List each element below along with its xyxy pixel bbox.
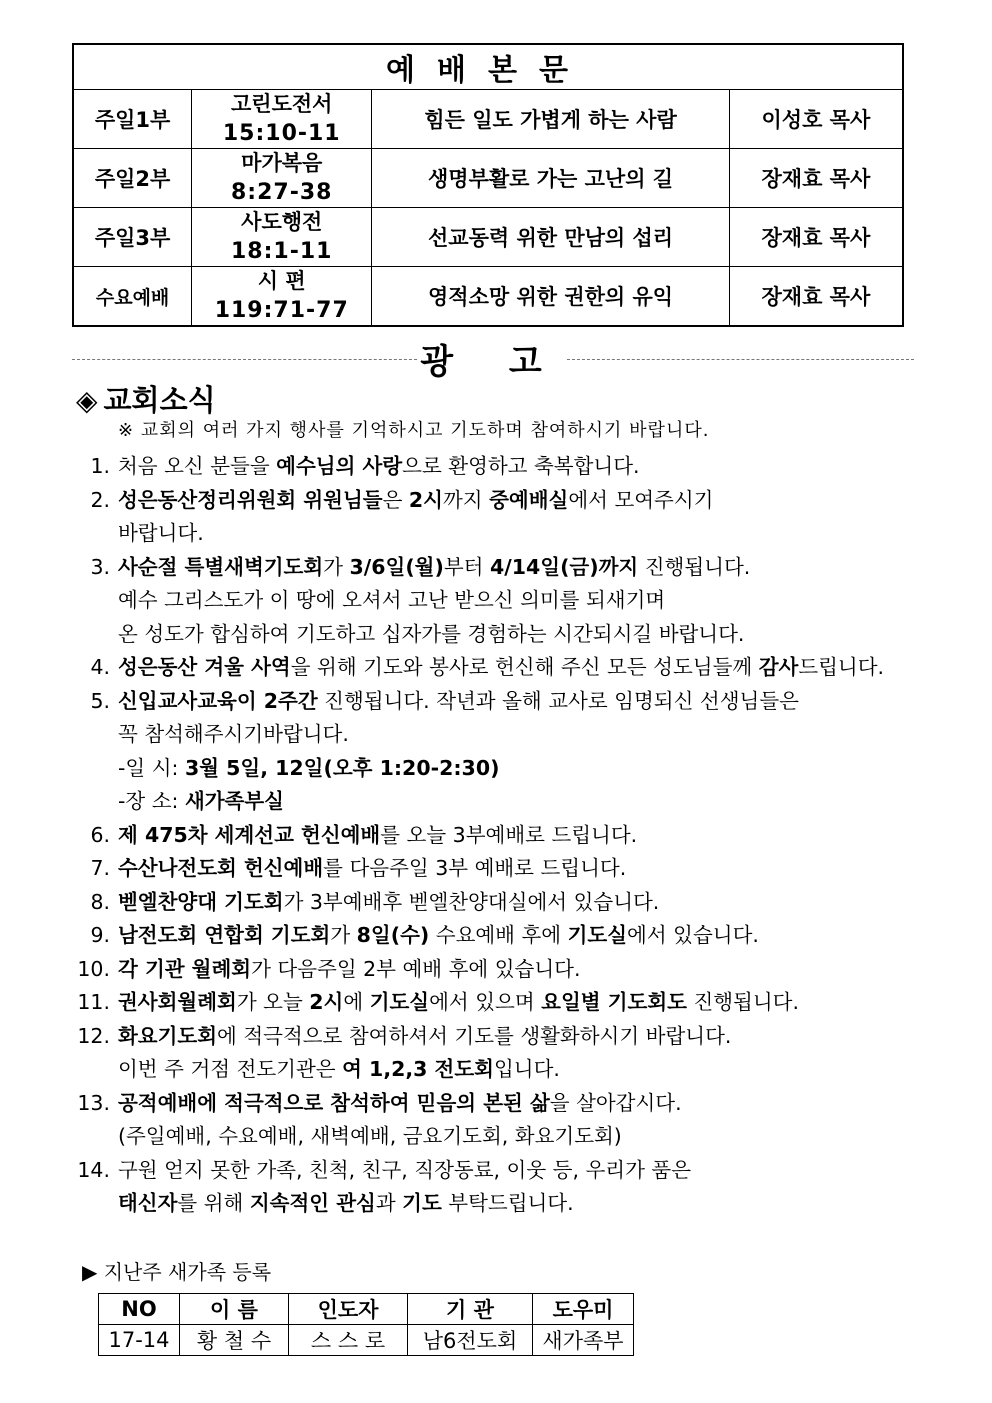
emphasis-text: 공적예배에 적극적으로 참석하여 믿음의 본된 삶 <box>118 1090 550 1115</box>
divider <box>72 359 417 360</box>
announcement-line: 태신자를 위해 지속적인 관심과 기도 부탁드립니다. <box>118 1191 574 1215</box>
emphasis-text: 요일별 기도회도 <box>541 990 687 1014</box>
announcement-line: 제 475차 세계선교 헌신예배를 오늘 3부예배로 드립니다. <box>118 822 638 847</box>
column-header: NO <box>99 1294 180 1325</box>
emphasis-text: 제 475차 세계선교 헌신예배 <box>118 822 381 847</box>
worship-row <box>73 267 903 327</box>
sermon-title: 선교동력 위한 만남의 섭리 <box>372 208 729 267</box>
diamond-icon: ◈ <box>76 384 98 417</box>
emphasis-text: 4/14일(금)까지 <box>489 554 639 579</box>
announcement-item <box>62 685 932 819</box>
announcement-line: 신입교사교육이 2주간 진행됩니다. 작년과 올해 교사로 임명되신 선생님들은 <box>118 688 799 713</box>
table-cell: 황 철 수 <box>180 1325 289 1356</box>
table-row <box>99 1325 634 1356</box>
emphasis-text: 수산나전도회 헌신예배 <box>118 856 324 880</box>
emphasis-text: 기도실 <box>369 990 430 1014</box>
new-family-table <box>98 1293 634 1356</box>
notice-text: ※ 교회의 여러 가지 행사를 기억하시고 기도하며 참여하시기 바랍니다. <box>118 420 710 441</box>
emphasis-text: 예수님의 사랑 <box>276 454 403 478</box>
announcement-line: 성은동산정리위원회 위원님들은 2시까지 중예배실에서 모여주시기 <box>118 487 714 512</box>
announcement-line: 온 성도가 합심하여 기도하고 십자가를 경험하는 시간되시길 바랍니다. <box>118 621 745 646</box>
service-name: 주일3부 <box>73 208 192 267</box>
announcement-line: -장 소: 새가족부실 <box>118 789 284 813</box>
item-number: 7. <box>90 856 110 880</box>
announcement-item <box>62 819 932 853</box>
service-name: 주일2부 <box>73 149 192 208</box>
worship-row <box>73 208 903 267</box>
item-number: 9. <box>90 923 110 947</box>
emphasis-text: 여 1,2,3 전도회 <box>342 1057 494 1081</box>
announcement-item <box>62 986 932 1020</box>
announcement-item <box>62 1020 932 1087</box>
emphasis-text: 성은동산정리위원회 위원님들 <box>118 487 383 512</box>
item-number: 4. <box>90 655 110 679</box>
sermon-title: 힘든 일도 가볍게 하는 사람 <box>372 90 729 149</box>
emphasis-text: 사순절 특별새벽기도회 <box>118 554 324 579</box>
item-number: 13. <box>77 1090 110 1115</box>
announcement-line: 이번 주 거점 전도기관은 여 1,2,3 전도회입니다. <box>118 1057 560 1081</box>
table-header-row <box>99 1294 634 1325</box>
announcement-item <box>62 1087 932 1154</box>
worship-row <box>73 90 903 149</box>
announcement-line: 바랍니다. <box>118 521 204 545</box>
announcement-item <box>62 953 932 987</box>
column-header: 인도자 <box>289 1294 408 1325</box>
item-number: 6. <box>90 822 110 847</box>
announcement-line: 벧엘찬양대 기도회가 3부예배후 벧엘찬양대실에서 있습니다. <box>118 889 660 914</box>
emphasis-text: 남전도회 연합회 기도회 <box>118 923 331 947</box>
announcement-line: 처음 오신 분들을 예수님의 사랑으로 환영하고 축복합니다. <box>118 454 640 478</box>
announcement-item <box>62 551 932 652</box>
item-number: 11. <box>77 990 110 1014</box>
item-number: 12. <box>77 1023 110 1048</box>
worship-row <box>73 149 903 208</box>
emphasis-text: 지속적인 관심 <box>249 1191 376 1215</box>
announcements-title: 광 고 <box>420 342 564 382</box>
table-cell: 17-14 <box>99 1325 180 1356</box>
announcement-line: 꼭 참석해주시기바랍니다. <box>118 722 349 746</box>
sermon-title: 생명부활로 가는 고난의 길 <box>372 149 729 208</box>
emphasis-text: 8일(수) <box>356 923 430 947</box>
emphasis-text: 기도 <box>402 1191 442 1215</box>
emphasis-text: 감사 <box>758 655 799 679</box>
service-name: 주일1부 <box>73 90 192 149</box>
emphasis-text: 기도실 <box>567 923 628 947</box>
emphasis-text: 새가족부실 <box>184 789 284 813</box>
scripture: 시 편 119:71-77 <box>192 267 372 327</box>
announcement-line: 성은동산 겨울 사역을 위해 기도와 봉사로 헌신해 주신 모든 성도님들께 감사드립니다. <box>118 655 885 679</box>
announcement-line: 권사회월례회가 오늘 2시에 기도실에서 있으며 요일별 기도회도 진행됩니다. <box>118 990 799 1014</box>
announcement-item <box>62 450 932 484</box>
announcement-item <box>62 919 932 953</box>
table-cell: 스 스 로 <box>289 1325 408 1356</box>
announcement-item <box>62 886 932 920</box>
announcement-line: 각 기관 월례회가 다음주일 2부 예배 후에 있습니다. <box>118 956 581 981</box>
emphasis-text: 벧엘찬양대 기도회 <box>118 889 284 914</box>
pastor-name: 장재효 목사 <box>729 267 903 327</box>
emphasis-text: 중예배실 <box>489 487 569 512</box>
emphasis-text: 태신자 <box>118 1191 178 1215</box>
service-name: 수요예배 <box>73 267 192 327</box>
emphasis-text: 2시 <box>408 487 443 512</box>
emphasis-text: 3월 5일, 12일(오후 1:20-2:30) <box>184 755 500 780</box>
table-cell: 새가족부 <box>533 1325 634 1356</box>
item-number: 2. <box>90 487 110 512</box>
pastor-name: 이성호 목사 <box>729 90 903 149</box>
pastor-name: 장재효 목사 <box>729 208 903 267</box>
pastor-name: 장재효 목사 <box>729 149 903 208</box>
item-number: 8. <box>90 889 110 914</box>
sermon-title: 영적소망 위한 권한의 유익 <box>372 267 729 327</box>
announcement-item <box>62 484 932 551</box>
worship-table-title: 예배본문 <box>73 44 903 90</box>
item-number: 14. <box>77 1157 110 1182</box>
announcement-item <box>62 1154 932 1221</box>
announcement-list <box>62 450 932 1221</box>
announcements-header <box>72 334 914 382</box>
emphasis-text: 권사회월례회 <box>118 990 237 1014</box>
emphasis-text: 성은동산 겨울 사역 <box>118 655 291 679</box>
column-header: 이 름 <box>180 1294 289 1325</box>
announcement-item <box>62 651 932 685</box>
table-cell: 남6전도회 <box>408 1325 533 1356</box>
announcement-line: 공적예배에 적극적으로 참석하여 믿음의 본된 삶을 살아갑시다. <box>118 1090 682 1115</box>
announcement-line: 남전도회 연합회 기도회가 8일(수) 수요예배 후에 기도실에서 있습니다. <box>118 923 759 947</box>
item-number: 3. <box>90 554 110 579</box>
announcement-line: -일 시: 3월 5일, 12일(오후 1:20-2:30) <box>118 755 500 780</box>
item-number: 10. <box>77 956 110 981</box>
announcement-line: 화요기도회에 적극적으로 참여하셔서 기도를 생활화하시기 바랍니다. <box>118 1023 732 1048</box>
emphasis-text: 각 기관 월례회 <box>118 956 252 981</box>
item-number: 5. <box>90 688 110 713</box>
worship-table <box>72 43 904 327</box>
scripture: 사도행전 18:1-11 <box>192 208 372 267</box>
announcement-item <box>62 852 932 886</box>
announcement-line: 수산나전도회 헌신예배를 다음주일 3부 예배로 드립니다. <box>118 856 627 880</box>
scripture: 고린도전서 15:10-11 <box>192 90 372 149</box>
item-number: 1. <box>90 454 110 478</box>
announcement-line: 구원 얻지 못한 가족, 친척, 친구, 직장동료, 이웃 등, 우리가 품은 <box>118 1157 692 1182</box>
announcement-line: 사순절 특별새벽기도회가 3/6일(월)부터 4/14일(금)까지 진행됩니다. <box>118 554 751 579</box>
new-family-title: ▶ 지난주 새가족 등록 <box>82 1260 272 1284</box>
emphasis-text: 2시 <box>309 990 344 1014</box>
section-title: ◈ 교회소식 <box>76 383 216 417</box>
scripture: 마가복음 8:27-38 <box>192 149 372 208</box>
column-header: 기 관 <box>408 1294 533 1325</box>
emphasis-text: 3/6일(월) <box>349 554 444 579</box>
emphasis-text: 신입교사교육이 2주간 <box>118 688 318 713</box>
announcement-line: (주일예배, 수요예배, 새벽예배, 금요기도회, 화요기도회) <box>118 1124 622 1148</box>
divider <box>567 359 914 360</box>
column-header: 도우미 <box>533 1294 634 1325</box>
announcement-line: 예수 그리스도가 이 땅에 오셔서 고난 받으신 의미를 되새기며 <box>118 588 666 612</box>
emphasis-text: 화요기도회 <box>118 1023 218 1048</box>
